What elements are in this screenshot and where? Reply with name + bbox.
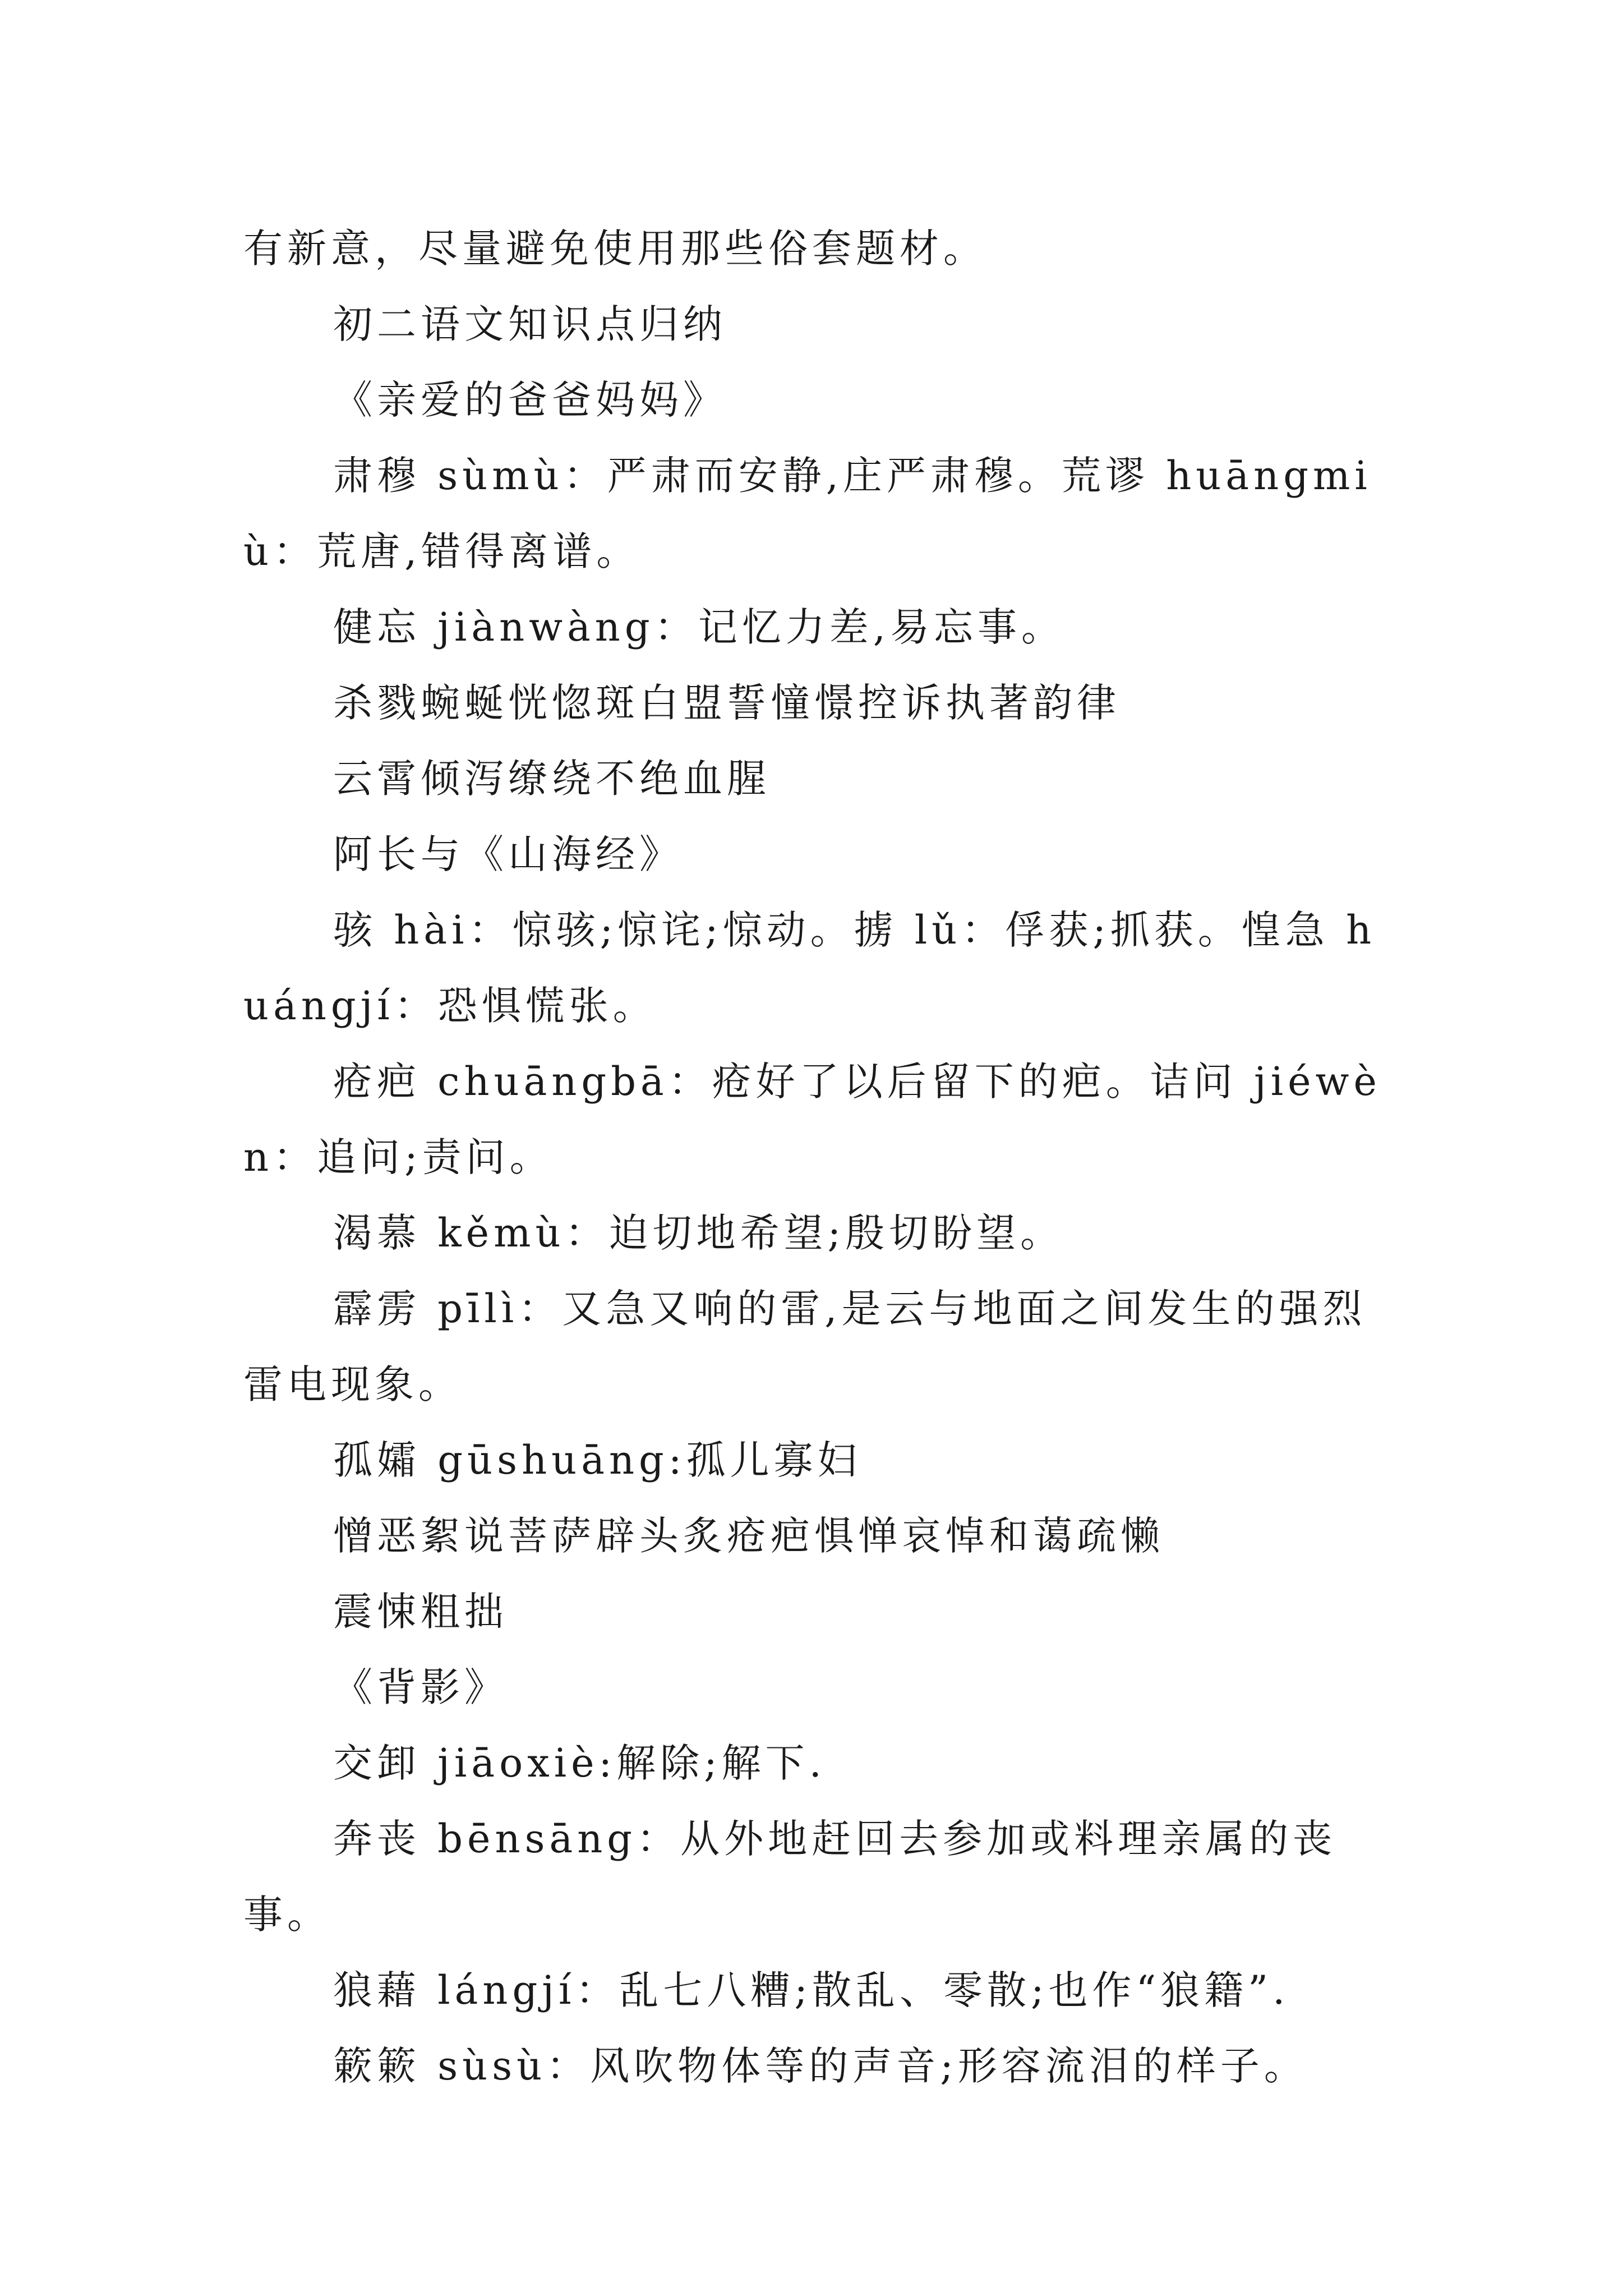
lesson-title: 《背影》 [333,1664,508,1710]
section-heading: 初二语文知识点归纳 [333,301,727,347]
word-list: 憎恶絮说菩萨辟头炙疮疤惧惮哀悼和蔼疏懒 [333,1513,1164,1559]
lesson-title: 阿长与《山海经》 [333,831,683,877]
vocab-entry: 奔丧 bēnsāng：从外地赶回去参加或料理亲属的丧事。 [243,1816,1337,1938]
vocab-entry: 簌簌 sùsù：风吹物体等的声音;形容流泪的样子。 [333,2043,1308,2089]
document-body [243,211,1387,2104]
paragraph: 有新意，尽量避免使用那些俗套题材。 [243,226,987,272]
word-list: 云霄倾泻缭绕不绝血腥 [333,756,771,802]
vocab-entry: 肃穆 sùmù：严肃而安静,庄严肃穆。荒谬 huāngmiù：荒唐,错得离谱。 [243,453,1372,574]
vocab-entry: 孤孀 gūshuāng:孤儿寡妇 [333,1437,861,1483]
vocab-entry: 骇 hài：惊骇;惊诧;惊动。掳 lǔ：俘获;抓获。惶急 huángjí：恐惧慌张。 [243,907,1376,1029]
vocab-entry: 交卸 jiāoxiè:解除;解下. [333,1740,826,1786]
vocab-entry: 霹雳 pīlì：又急又响的雷,是云与地面之间发生的强烈雷电现象。 [243,1286,1367,1407]
vocab-entry: 健忘 jiànwàng：记忆力差,易忘事。 [333,604,1065,650]
word-list: 震悚粗拙 [333,1589,508,1635]
vocab-entry: 狼藉 lángjí：乱七八糟;散乱、零散;也作“狼籍”. [333,1967,1290,2013]
vocab-entry: 渴慕 kěmù：迫切地希望;殷切盼望。 [333,1210,1064,1256]
lesson-title: 《亲爱的爸爸妈妈》 [333,377,727,423]
word-list: 杀戮蜿蜒恍惚斑白盟誓憧憬控诉执著韵律 [333,680,1121,726]
vocab-entry: 疮疤 chuāngbā：疮好了以后留下的疤。诘问 jiéwèn：追问;责问。 [243,1059,1381,1180]
